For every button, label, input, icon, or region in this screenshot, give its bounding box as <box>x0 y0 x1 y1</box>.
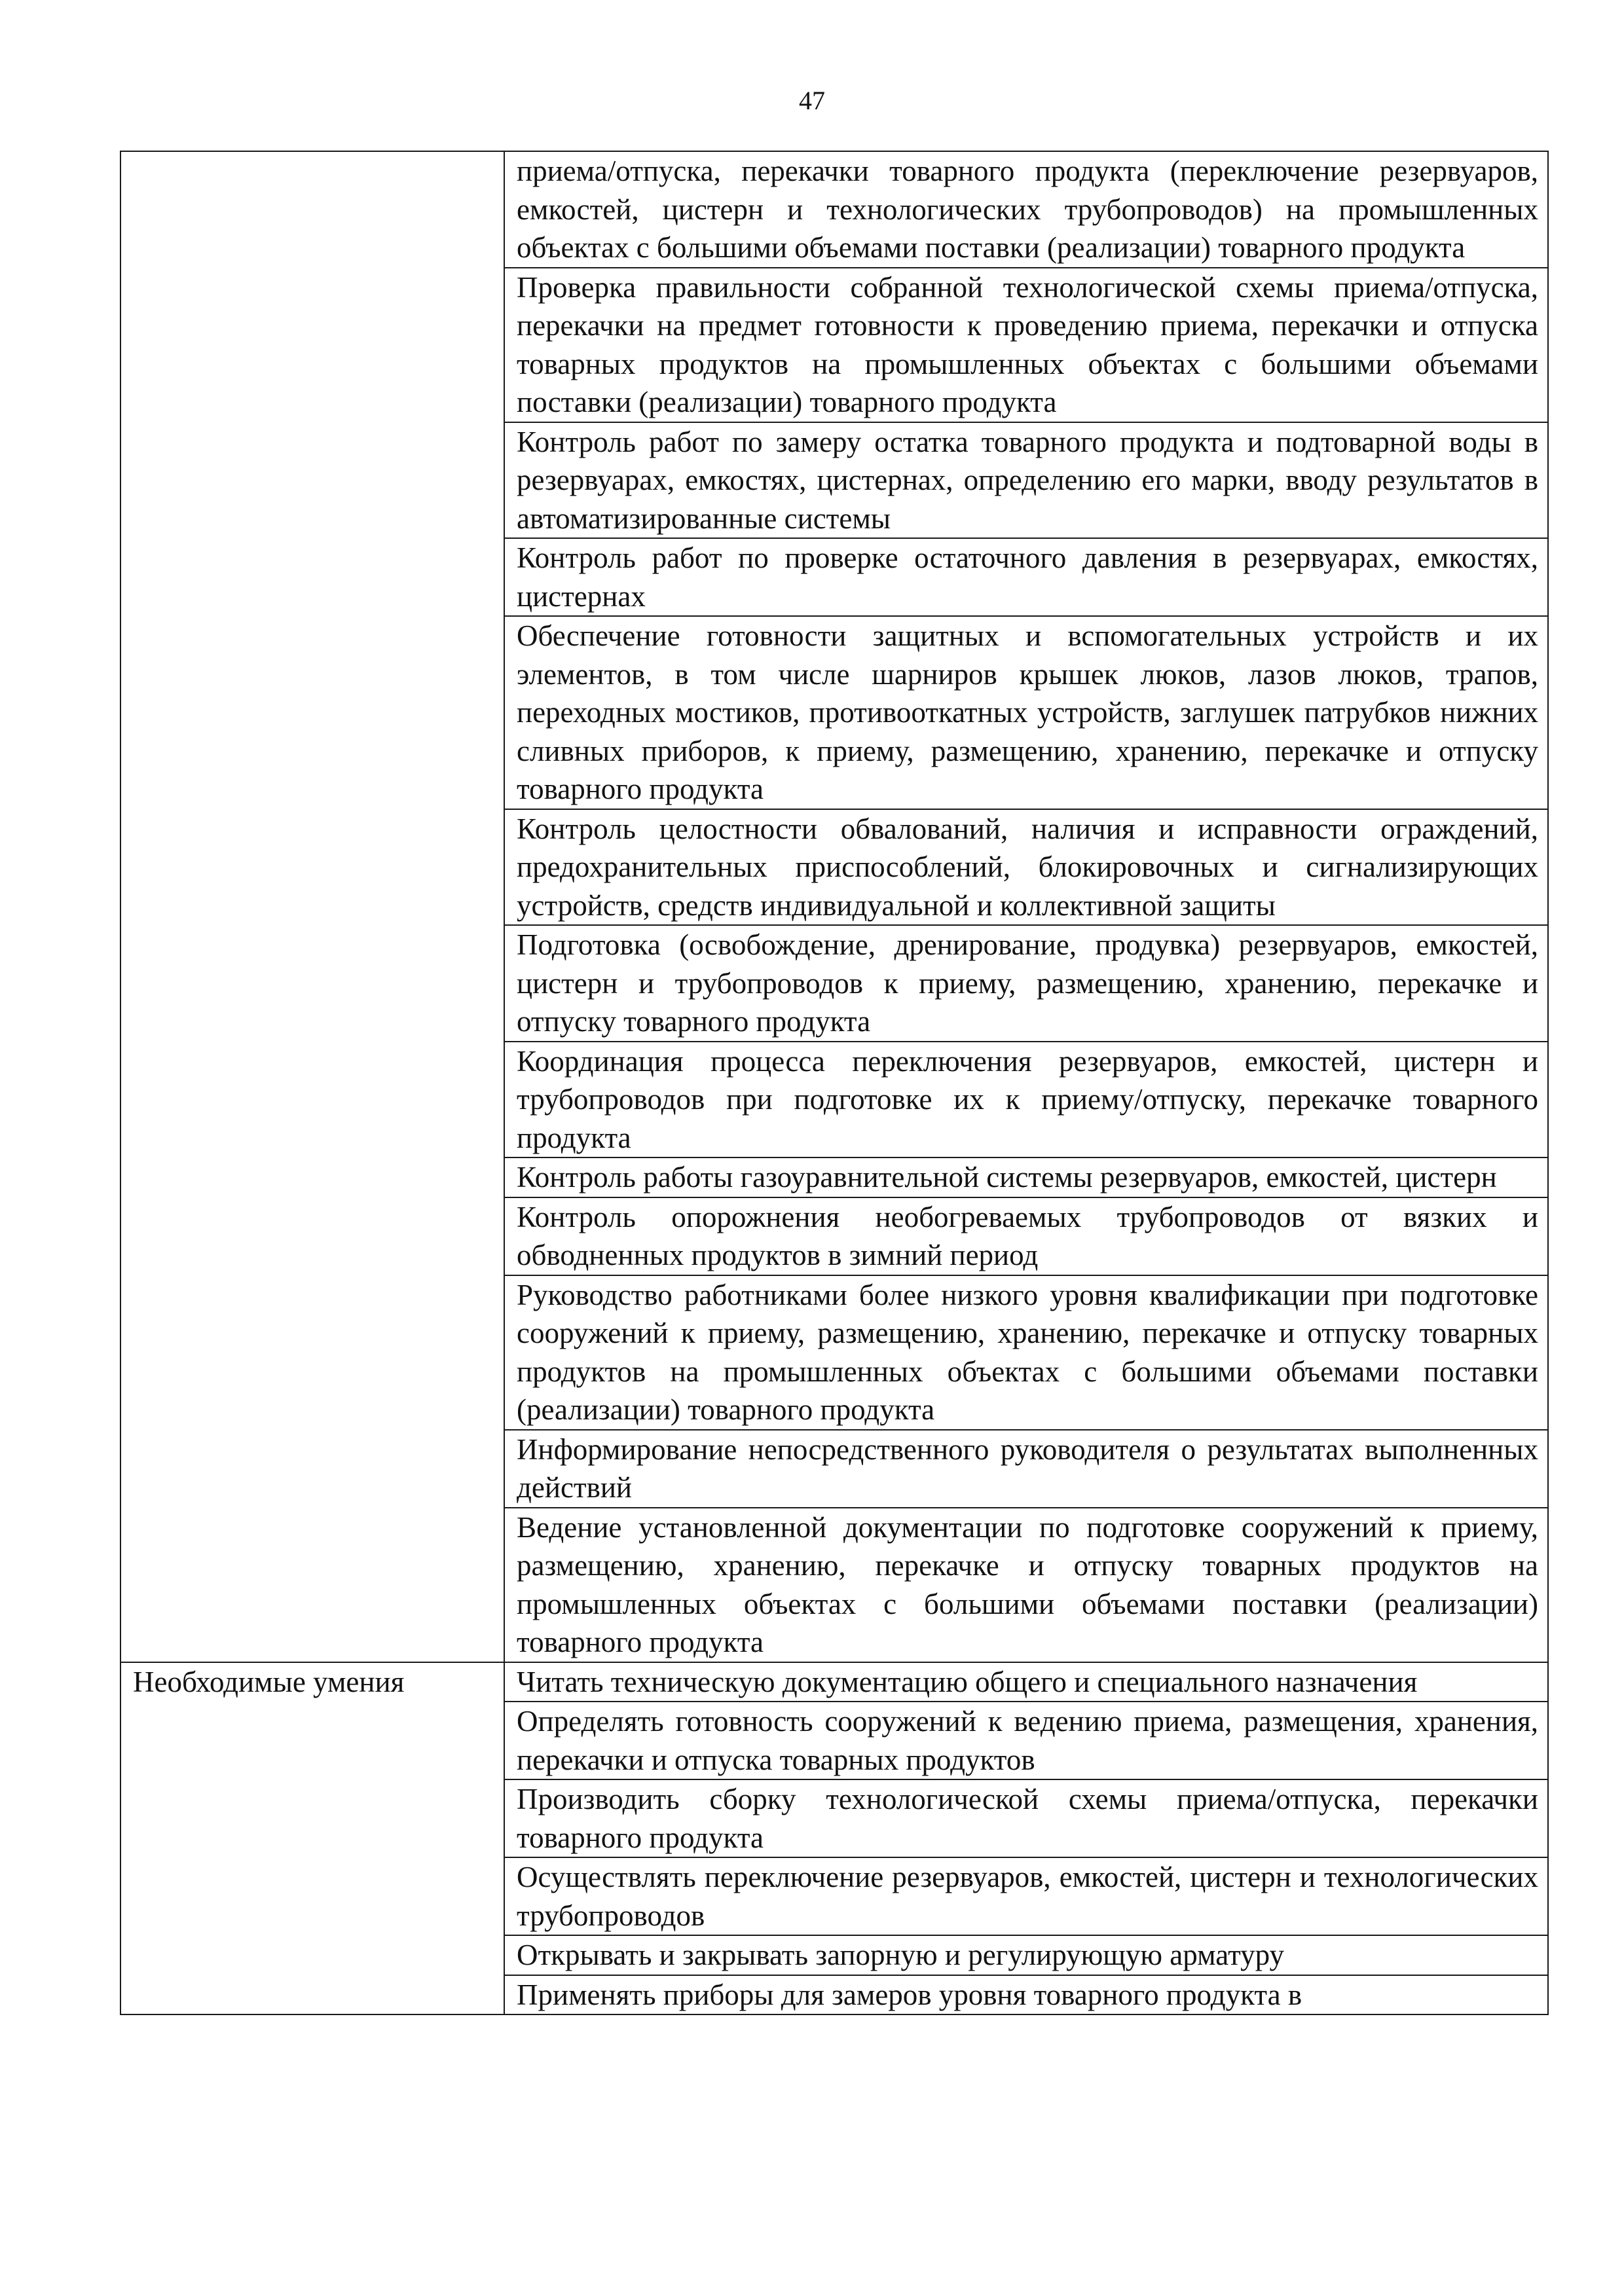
table-cell-text: Применять приборы для замеров уровня товарного продукта в <box>504 1975 1548 2015</box>
table-cell-text: Контроль работ по проверке остаточного давления в резервуарах, емкостях, цистернах <box>504 538 1548 616</box>
table-cell-text: Производить сборку технологической схемы приема/отпуска, перекачки товарного продукта <box>504 1779 1548 1857</box>
table-cell-text: Контроль работ по замеру остатка товарного продукта и подтоварной воды в резервуарах, емкостях, цистернах, определению его марки, вводу результатов в автоматизированные системы <box>504 422 1548 539</box>
table-cell-text: Руководство работниками более низкого уровня квалификации при подготовке сооружений к приему, размещению, хранению, перекачке и отпуску товарных продуктов на промышленных объектах с большими объемами поставки (реализации) товарного продукта <box>504 1275 1548 1430</box>
table-cell-text: Координация процесса переключения резервуаров, емкостей, цистерн и трубопроводов при подготовке их к приему/отпуску, перекачке товарного продукта <box>504 1042 1548 1158</box>
table-cell-text: Подготовка (освобождение, дренирование, продувка) резервуаров, емкостей, цистерн и трубопроводов к приему, размещению, хранению, перекачке и отпуску товарного продукта <box>504 925 1548 1042</box>
table-row <box>120 151 1548 268</box>
section-label-cell: Необходимые умения <box>120 1662 504 2015</box>
table-cell-text: Открывать и закрывать запорную и регулирующую арматуру <box>504 1935 1548 1975</box>
table-cell-text: Читать техническую документацию общего и специального назначения <box>504 1662 1548 1702</box>
table-cell-text: Контроль целостности обвалований, наличия и исправности ограждений, предохранительных приспособлений, блокировочных и сигнализирующих устройств, средств индивидуальной и коллективной защиты <box>504 809 1548 926</box>
section-label-cell <box>120 151 504 1662</box>
table-cell-text: Ведение установленной документации по подготовке сооружений к приему, размещению, хранению, перекачке и отпуску товарных продуктов на промышленных объектах с большими объемами поставки (реализации) товарного продукта <box>504 1508 1548 1662</box>
table-cell-text: Осуществлять переключение резервуаров, емкостей, цистерн и технологических трубопроводов <box>504 1857 1548 1935</box>
table-row <box>120 1662 1548 1702</box>
table-cell-text: Обеспечение готовности защитных и вспомогательных устройств и их элементов, в том числе шарниров крышек люков, лазов люков, трапов, переходных мостиков, противооткатных устройств, заглушек патрубков нижних сливных приборов, к приему, размещению, хранению, перекачке и отпуску товарного продукта <box>504 616 1548 809</box>
competency-table <box>120 151 1549 2015</box>
table-cell-text: Контроль работы газоуравнительной системы резервуаров, емкостей, цистерн <box>504 1157 1548 1197</box>
table-cell-text: Контроль опорожнения необогреваемых трубопроводов от вязких и обводненных продуктов в зимний период <box>504 1197 1548 1275</box>
page-number: 47 <box>799 86 825 115</box>
table-cell-text: приема/отпуска, перекачки товарного продукта (переключение резервуаров, емкостей, цистерн и технологических трубопроводов) на промышленных объектах с большими объемами поставки (реализации) товарного продукта <box>504 151 1548 268</box>
table-cell-text: Определять готовность сооружений к ведению приема, размещения, хранения, перекачки и отпуска товарных продуктов <box>504 1702 1548 1779</box>
table-cell-text: Информирование непосредственного руководителя о результатах выполненных действий <box>504 1430 1548 1508</box>
table-cell-text: Проверка правильности собранной технологической схемы приема/отпуска, перекачки на предмет готовности к проведению приема, перекачки и отпуска товарных продуктов на промышленных объектах с большими объемами поставки (реализации) товарного продукта <box>504 268 1548 422</box>
